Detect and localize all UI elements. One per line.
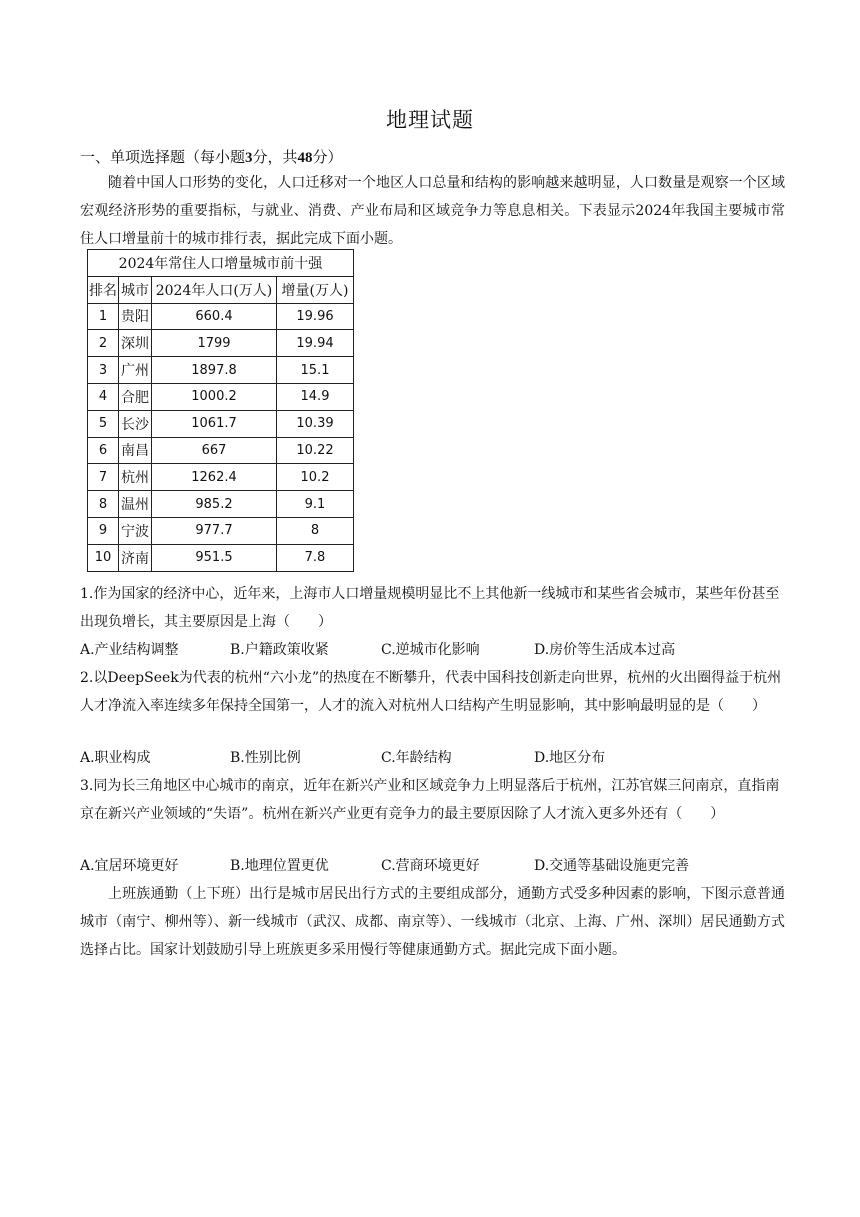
question-3-options <box>80 852 785 880</box>
q3-option-d: D.交通等基础设施更完善 <box>534 858 690 874</box>
cell-rank: 7 <box>88 464 119 491</box>
cell-rank: 9 <box>88 517 119 544</box>
q1-option-a: A.产业结构调整 <box>80 642 179 658</box>
cell-increase: 9.1 <box>277 491 354 518</box>
cell-population: 1262.4 <box>152 464 277 491</box>
cell-city: 济南 <box>119 544 152 571</box>
cell-increase: 14.9 <box>277 383 354 410</box>
header-increase: 增量(万人) <box>277 276 354 303</box>
q2-option-a: A.职业构成 <box>80 750 151 766</box>
cell-rank: 6 <box>88 437 119 464</box>
cell-increase: 8 <box>277 517 354 544</box>
cell-increase: 7.8 <box>277 544 354 571</box>
table-row <box>88 357 354 384</box>
intro-paragraph-1: 随着中国人口形势的变化，人口迁移对一个地区人口总量和结构的影响越来越明显，人口数量是观察一个区域宏观经济形势的重要指标，与就业、消费、产业布局和区域竞争力等息息相关。下表显示2024年我国主要城市常住人口增量前十的城市排行表，据此完成下面小题。 <box>80 175 785 247</box>
table-row <box>88 491 354 518</box>
q2-option-c: C.年龄结构 <box>381 750 452 766</box>
cell-rank: 1 <box>88 303 119 330</box>
cell-rank: 3 <box>88 357 119 384</box>
cell-city: 广州 <box>119 357 152 384</box>
cell-rank: 8 <box>88 491 119 518</box>
cell-increase: 10.39 <box>277 410 354 437</box>
question-1-stem: 1.作为国家的经济中心，近年来，上海市人口增量规模明显比不上其他新一线城市和某些省会城市，某些年份甚至出现负增长，其主要原因是上海（ ） <box>80 586 780 630</box>
cell-city: 南昌 <box>119 437 152 464</box>
population-ranking-table <box>87 249 354 572</box>
cell-population: 1799 <box>152 330 277 357</box>
cell-city: 贵阳 <box>119 303 152 330</box>
table-row <box>88 464 354 491</box>
points-per-question: 3 <box>245 150 253 166</box>
cell-rank: 4 <box>88 383 119 410</box>
table-row <box>88 303 354 330</box>
table-row <box>88 410 354 437</box>
section-mid: 分，共 <box>252 148 298 166</box>
cell-population: 951.5 <box>152 544 277 571</box>
cell-city: 合肥 <box>119 383 152 410</box>
table-row <box>88 517 354 544</box>
cell-city: 杭州 <box>119 464 152 491</box>
cell-increase: 10.22 <box>277 437 354 464</box>
cell-population: 667 <box>152 437 277 464</box>
header-rank: 排名 <box>88 276 119 303</box>
section-prefix: 一、单项选择题（每小题 <box>80 148 246 166</box>
page-title: 地理试题 <box>386 108 474 132</box>
cell-rank: 5 <box>88 410 119 437</box>
question-2-options <box>80 744 785 772</box>
q3-option-c: C.营商环境更好 <box>381 858 480 874</box>
cell-increase: 19.96 <box>277 303 354 330</box>
header-population: 2024年人口(万人) <box>152 276 277 303</box>
table-row <box>88 330 354 357</box>
question-3-stem: 3.同为长三角地区中心城市的南京，近年在新兴产业和区域竞争力上明显落后于杭州，江苏官媒三问南京，直指南京在新兴产业领域的“失语”。杭州在新兴产业更有竞争力的最主要原因除了人才流入更多外还有（ ） <box>80 778 780 822</box>
q1-option-b: B.户籍政策收紧 <box>230 642 329 658</box>
cell-city: 长沙 <box>119 410 152 437</box>
cell-city: 宁波 <box>119 517 152 544</box>
section-suffix: 分） <box>312 148 343 166</box>
cell-population: 1000.2 <box>152 383 277 410</box>
cell-rank: 2 <box>88 330 119 357</box>
table-caption: 2024年常住人口增量城市前十强 <box>88 250 354 277</box>
cell-population: 977.7 <box>152 517 277 544</box>
cell-population: 660.4 <box>152 303 277 330</box>
cell-increase: 10.2 <box>277 464 354 491</box>
table-row <box>88 544 354 571</box>
q1-option-c: C.逆城市化影响 <box>381 642 480 658</box>
cell-city: 深圳 <box>119 330 152 357</box>
q2-option-d: D.地区分布 <box>534 750 606 766</box>
question-2-stem: 2.以DeepSeek为代表的杭州“六小龙”的热度在不断攀升，代表中国科技创新走向世界，杭州的火出圈得益于杭州人才净流入率连续多年保持全国第一，人才的流入对杭州人口结构产生明显影响，其中影响最明显的是（ ） <box>80 670 782 714</box>
cell-population: 985.2 <box>152 491 277 518</box>
cell-population: 1061.7 <box>152 410 277 437</box>
table-header-row <box>88 276 354 303</box>
table-row <box>88 383 354 410</box>
cell-increase: 15.1 <box>277 357 354 384</box>
cell-city: 温州 <box>119 491 152 518</box>
intro-paragraph-2: 上班族通勤（上下班）出行是城市居民出行方式的主要组成部分，通勤方式受多种因素的影响，下图示意普通城市（南宁、柳州等）、新一线城市（武汉、成都、南京等）、一线城市（北京、上海、广州、深圳）居民通勤方式选择占比。国家计划鼓励引导上班族更多采用慢行等健康通勤方式。据此完成下面小题。 <box>80 886 785 958</box>
question-1-options <box>80 636 785 664</box>
q2-option-b: B.性别比例 <box>230 750 301 766</box>
q3-option-a: A.宜居环境更好 <box>80 858 179 874</box>
cell-population: 1897.8 <box>152 357 277 384</box>
table-row <box>88 437 354 464</box>
section-heading <box>80 146 343 167</box>
cell-rank: 10 <box>88 544 119 571</box>
cell-increase: 19.94 <box>277 330 354 357</box>
total-points: 48 <box>297 150 313 166</box>
header-city: 城市 <box>119 276 152 303</box>
q1-option-d: D.房价等生活成本过高 <box>534 642 676 658</box>
q3-option-b: B.地理位置更优 <box>230 858 329 874</box>
